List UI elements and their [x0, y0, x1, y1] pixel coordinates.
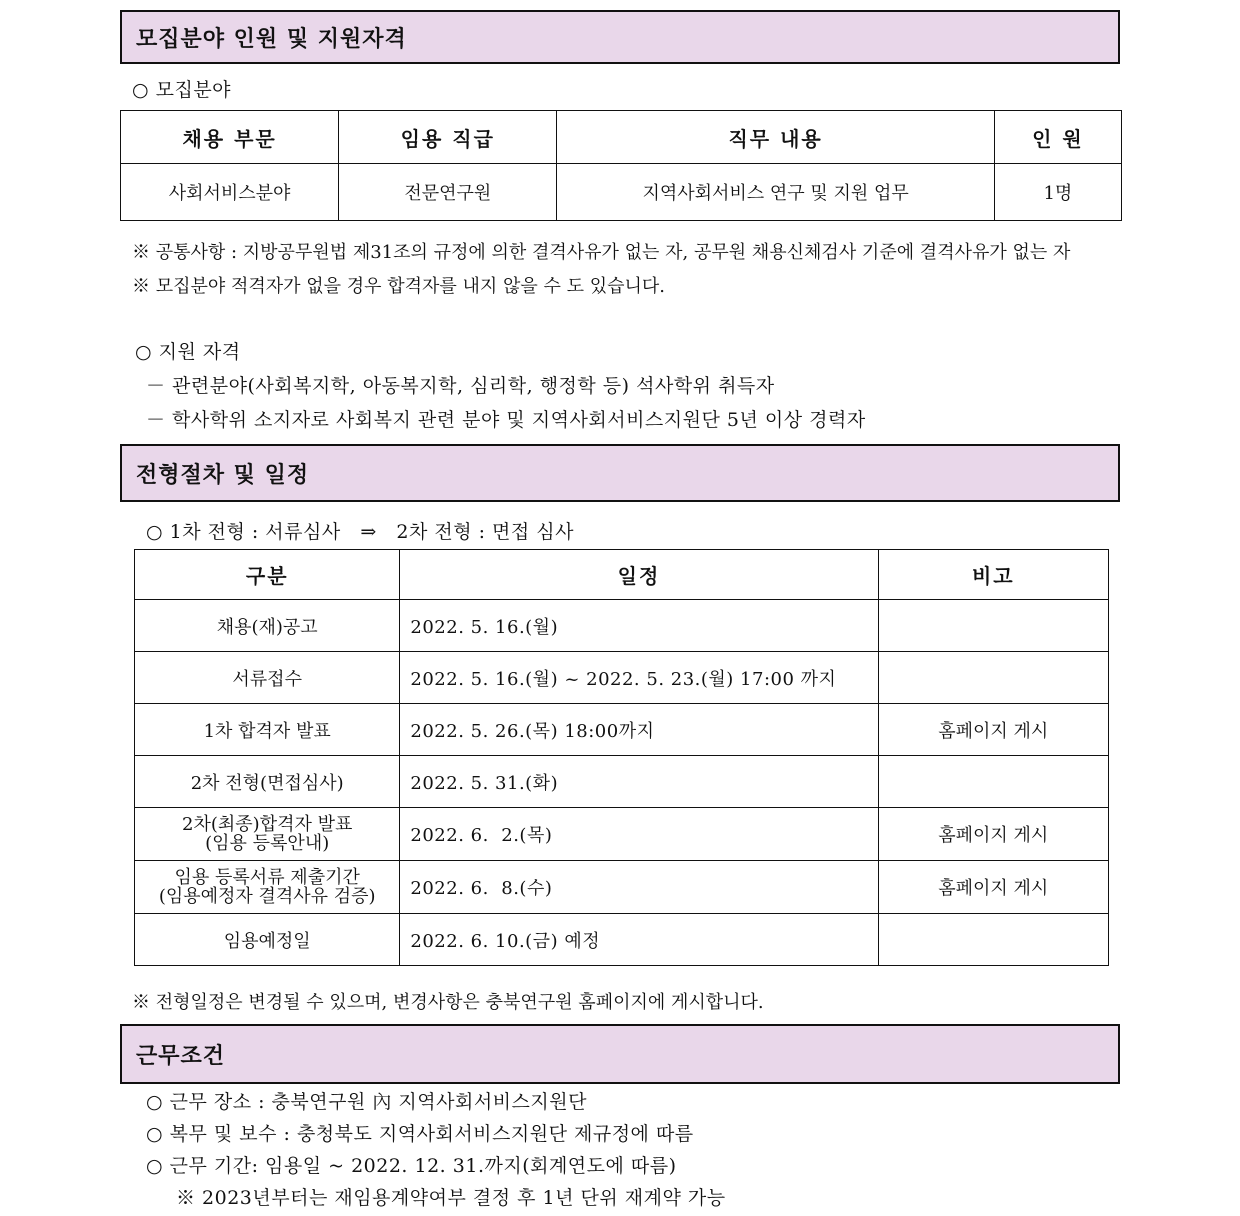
cell-remarks: 홈페이지 게시 [878, 704, 1108, 756]
table-row [135, 600, 1109, 652]
schedule-table [134, 549, 1109, 966]
table-header-row [121, 111, 1122, 164]
col-header-remarks: 비고 [878, 550, 1108, 600]
cell-category: 서류접수 [135, 652, 400, 704]
qualification-item: － 학사학위 소지자로 사회복지 관련 분야 및 지역사회서비스지원단 5년 이상 경력자 [146, 409, 866, 431]
table-header-row [135, 550, 1109, 600]
qualification-item: － 관련분야(사회복지학, 아동복지학, 심리학, 행정학 등) 석사학위 취득자 [146, 375, 775, 397]
cell-category: 1차 합격자 발표 [135, 704, 400, 756]
table-row [135, 914, 1109, 966]
cell-remarks [878, 652, 1108, 704]
work-period: ○ 근무 기간: 임용일 ~ 2022. 12. 31.까지(회계연도에 따름) [146, 1155, 677, 1177]
col-header-schedule: 일정 [400, 550, 878, 600]
cell-category-line1: 2차(최종)합격자 발표 [182, 814, 353, 835]
table-row [135, 704, 1109, 756]
cell-schedule: 2022. 5. 16.(월) ~ 2022. 5. 23.(월) 17:00 까지 [400, 652, 878, 704]
col-header-duties: 직무 내용 [557, 111, 994, 164]
cell-category-line2: (임용 등록안내) [205, 833, 330, 854]
section-header-process [120, 444, 1120, 502]
table-row [135, 652, 1109, 704]
cell-remarks: 홈페이지 게시 [878, 808, 1108, 861]
section-title: 전형절차 및 일정 [136, 462, 310, 488]
common-requirements-note: ※ 공통사항 : 지방공무원법 제31조의 규정에 의한 결격사유가 없는 자, 공무원 채용신체검사 기준에 결격사유가 없는 자 [132, 242, 1071, 263]
col-header-rank: 임용 직급 [339, 111, 557, 164]
section-title: 모집분야 인원 및 지원자격 [136, 26, 407, 52]
table-row [135, 756, 1109, 808]
cell-duties: 지역사회서비스 연구 및 지원 업무 [557, 164, 994, 221]
no-qualified-note: ※ 모집분야 적격자가 없을 경우 합격자를 내지 않을 수 도 있습니다. [132, 276, 666, 297]
table-row [135, 808, 1109, 861]
process-steps: ○ 1차 전형 : 서류심사 ⇒ 2차 전형 : 면접 심사 [146, 521, 574, 543]
cell-schedule: 2022. 5. 31.(화) [400, 756, 878, 808]
renewal-note: ※ 2023년부터는 재임용계약여부 결정 후 1년 단위 재계약 가능 [176, 1187, 726, 1209]
cell-category: 임용예정일 [135, 914, 400, 966]
cell-remarks [878, 756, 1108, 808]
table-row [121, 164, 1122, 221]
section-title: 근무조건 [136, 1043, 226, 1069]
cell-count: 1명 [994, 164, 1121, 221]
col-header-category: 구분 [135, 550, 400, 600]
work-service-pay: ○ 복무 및 보수 : 충청북도 지역사회서비스지원단 제규정에 따름 [146, 1123, 694, 1145]
cell-category-line2: (임용예정자 결격사유 검증) [158, 886, 376, 907]
section-header-recruitment [120, 10, 1120, 64]
cell-category-line1: 임용 등록서류 제출기간 [174, 867, 360, 888]
cell-remarks [878, 600, 1108, 652]
cell-remarks [878, 914, 1108, 966]
cell-rank: 전문연구원 [339, 164, 557, 221]
recruit-field-label: ○ 모집분야 [132, 79, 232, 101]
col-header-department: 채용 부문 [121, 111, 339, 164]
cell-schedule: 2022. 5. 16.(월) [400, 600, 878, 652]
cell-category [135, 808, 400, 861]
cell-category [135, 861, 400, 914]
table-row [135, 861, 1109, 914]
section-header-conditions [120, 1024, 1120, 1084]
cell-schedule: 2022. 6. 2.(목) [400, 808, 878, 861]
work-location: ○ 근무 장소 : 충북연구원 內 지역사회서비스지원단 [146, 1091, 587, 1113]
cell-remarks: 홈페이지 게시 [878, 861, 1108, 914]
recruitment-table [120, 110, 1122, 221]
qualifications-label: ○ 지원 자격 [135, 341, 241, 363]
col-header-count: 인 원 [994, 111, 1121, 164]
cell-department: 사회서비스분야 [121, 164, 339, 221]
schedule-change-note: ※ 전형일정은 변경될 수 있으며, 변경사항은 충북연구원 홈페이지에 게시합니다. [132, 992, 764, 1013]
cell-category: 2차 전형(면접심사) [135, 756, 400, 808]
cell-schedule: 2022. 6. 8.(수) [400, 861, 878, 914]
cell-category: 채용(재)공고 [135, 600, 400, 652]
cell-schedule: 2022. 6. 10.(금) 예정 [400, 914, 878, 966]
cell-schedule: 2022. 5. 26.(목) 18:00까지 [400, 704, 878, 756]
